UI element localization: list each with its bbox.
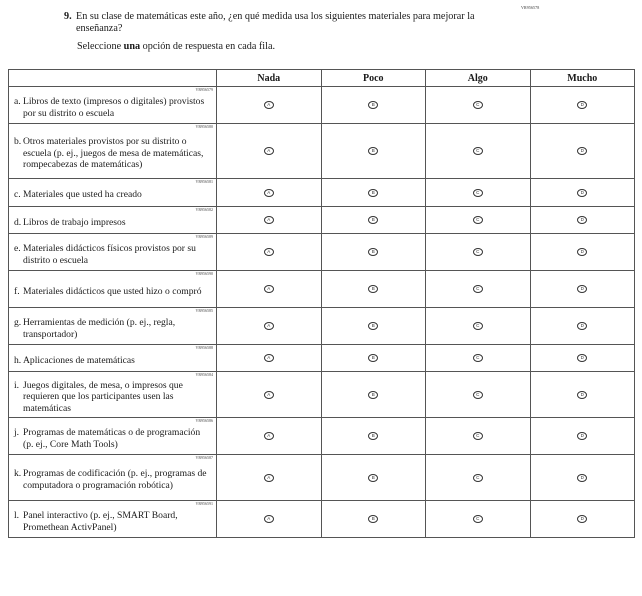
radio-bubble-nada[interactable]: A xyxy=(264,248,274,256)
question-id: VR956578 xyxy=(521,5,540,10)
row-letter: f. xyxy=(14,285,20,297)
option-cell-algo[interactable] xyxy=(426,308,531,345)
radio-bubble-nada[interactable]: A xyxy=(264,189,274,197)
option-cell-poco[interactable] xyxy=(321,124,426,179)
option-cell-algo[interactable] xyxy=(426,372,531,418)
row-text: Herramientas de medición (p. ej., regla, transportador) xyxy=(23,316,176,340)
radio-bubble-algo[interactable]: C xyxy=(473,432,483,440)
radio-bubble-algo[interactable]: C xyxy=(473,354,483,362)
row-letter: g. xyxy=(14,316,22,328)
row-label-cell xyxy=(9,308,217,345)
option-cell-poco[interactable] xyxy=(321,372,426,418)
option-cell-poco[interactable] xyxy=(321,207,426,234)
row-text: Materiales didácticos físicos provistos por su distrito o escuela xyxy=(23,242,196,266)
row-label-cell xyxy=(9,455,217,501)
radio-bubble-poco[interactable]: B xyxy=(368,216,378,224)
radio-bubble-mucho[interactable]: D xyxy=(577,101,587,109)
table-row xyxy=(9,124,635,179)
table-row xyxy=(9,455,635,501)
row-label-cell xyxy=(9,345,217,372)
row-letter: b. xyxy=(14,136,22,148)
row-label-cell xyxy=(9,418,217,455)
row-code: VR956587 xyxy=(195,455,213,460)
option-cell-poco[interactable] xyxy=(321,501,426,538)
radio-bubble-algo[interactable]: C xyxy=(473,285,483,293)
table-row xyxy=(9,271,635,308)
radio-bubble-poco[interactable]: B xyxy=(368,391,378,399)
radio-bubble-mucho[interactable]: D xyxy=(577,515,587,523)
table-row xyxy=(9,179,635,207)
row-code: VR956589 xyxy=(195,234,213,239)
option-cell-algo[interactable] xyxy=(426,124,531,179)
radio-bubble-nada[interactable]: A xyxy=(264,515,274,523)
radio-bubble-algo[interactable]: C xyxy=(473,101,483,109)
table-row xyxy=(9,234,635,271)
radio-bubble-nada[interactable]: A xyxy=(264,216,274,224)
row-code: VR956585 xyxy=(195,308,213,313)
radio-bubble-mucho[interactable]: D xyxy=(577,322,587,330)
row-letter: e. xyxy=(14,242,21,254)
row-text: Libros de texto (impresos o digitales) provistos por su distrito o escuela xyxy=(23,95,205,119)
row-letter: j. xyxy=(14,426,20,438)
option-cell-nada[interactable] xyxy=(217,179,322,207)
radio-bubble-nada[interactable]: A xyxy=(264,432,274,440)
row-label-cell xyxy=(9,234,217,271)
option-cell-mucho[interactable] xyxy=(530,418,635,455)
response-grid xyxy=(8,69,635,538)
row-letter: a. xyxy=(14,95,21,107)
row-text: Programas de codificación (p. ej., programas de computadora o programación robótica) xyxy=(23,468,207,491)
row-label-cell xyxy=(9,501,217,538)
option-cell-nada[interactable] xyxy=(217,418,322,455)
option-cell-nada[interactable] xyxy=(217,455,322,501)
instruction xyxy=(77,41,275,52)
radio-bubble-nada[interactable]: A xyxy=(264,285,274,293)
header-blank xyxy=(9,70,217,87)
instruction-bold: una xyxy=(123,41,141,52)
radio-bubble-nada[interactable]: A xyxy=(264,147,274,155)
instruction-after: opción de respuesta en cada fila. xyxy=(142,41,276,52)
radio-bubble-nada[interactable]: A xyxy=(264,322,274,330)
radio-bubble-mucho[interactable]: D xyxy=(577,216,587,224)
table-row xyxy=(9,372,635,418)
option-cell-algo[interactable] xyxy=(426,271,531,308)
row-label-cell xyxy=(9,124,217,179)
option-cell-mucho[interactable] xyxy=(530,308,635,345)
row-code: VR956591 xyxy=(195,501,213,506)
radio-bubble-nada[interactable]: A xyxy=(264,474,274,482)
option-cell-nada[interactable] xyxy=(217,207,322,234)
radio-bubble-poco[interactable]: B xyxy=(368,322,378,330)
option-cell-nada[interactable] xyxy=(217,501,322,538)
radio-bubble-mucho[interactable]: D xyxy=(577,432,587,440)
option-cell-poco[interactable] xyxy=(321,455,426,501)
radio-bubble-algo[interactable]: C xyxy=(473,147,483,155)
radio-bubble-mucho[interactable]: D xyxy=(577,285,587,293)
radio-bubble-poco[interactable]: B xyxy=(368,285,378,293)
radio-bubble-mucho[interactable]: D xyxy=(577,189,587,197)
option-cell-mucho[interactable] xyxy=(530,271,635,308)
option-cell-algo[interactable] xyxy=(426,179,531,207)
row-code: VR956588 xyxy=(195,345,213,350)
option-cell-nada[interactable] xyxy=(217,87,322,124)
row-label-cell xyxy=(9,179,217,207)
option-cell-mucho[interactable] xyxy=(530,179,635,207)
option-cell-algo[interactable] xyxy=(426,345,531,372)
radio-bubble-mucho[interactable]: D xyxy=(577,474,587,482)
row-label xyxy=(9,503,216,535)
radio-bubble-algo[interactable]: C xyxy=(473,189,483,197)
table-row xyxy=(9,345,635,372)
radio-bubble-mucho[interactable]: D xyxy=(577,354,587,362)
option-cell-nada[interactable] xyxy=(217,124,322,179)
option-cell-mucho[interactable] xyxy=(530,372,635,418)
radio-bubble-poco[interactable]: B xyxy=(368,189,378,197)
table-row xyxy=(9,501,635,538)
question-prompt xyxy=(64,11,504,36)
row-label-cell xyxy=(9,87,217,124)
row-label-cell xyxy=(9,372,217,418)
option-cell-poco[interactable] xyxy=(321,179,426,207)
radio-bubble-algo[interactable]: C xyxy=(473,248,483,256)
option-cell-poco[interactable] xyxy=(321,308,426,345)
option-cell-poco[interactable] xyxy=(321,271,426,308)
row-code: VR956584 xyxy=(195,372,213,377)
option-cell-poco[interactable] xyxy=(321,87,426,124)
row-code: VR956580 xyxy=(195,124,213,129)
radio-bubble-nada[interactable]: A xyxy=(264,354,274,362)
option-cell-mucho[interactable] xyxy=(530,207,635,234)
header-mucho: Mucho xyxy=(530,70,635,87)
option-cell-nada[interactable] xyxy=(217,345,322,372)
radio-bubble-mucho[interactable]: D xyxy=(577,248,587,256)
row-text: Materiales que usted ha creado xyxy=(23,189,142,201)
radio-bubble-nada[interactable]: A xyxy=(264,391,274,399)
row-letter: k. xyxy=(14,468,22,480)
option-cell-algo[interactable] xyxy=(426,418,531,455)
row-label xyxy=(9,236,216,268)
instruction-before: Seleccione xyxy=(77,41,122,52)
row-label xyxy=(9,310,216,342)
option-cell-mucho[interactable] xyxy=(530,234,635,271)
option-cell-poco[interactable] xyxy=(321,418,426,455)
row-text: Libros de trabajo impresos xyxy=(23,216,126,228)
radio-bubble-poco[interactable]: B xyxy=(368,101,378,109)
question-number: 9. xyxy=(64,11,72,22)
row-text: Materiales didácticos que usted hizo o compró xyxy=(23,285,202,297)
header-poco: Poco xyxy=(321,70,426,87)
table-row xyxy=(9,418,635,455)
row-code: VR956581 xyxy=(195,179,213,184)
radio-bubble-algo[interactable]: C xyxy=(473,322,483,330)
row-text: Juegos digitales, de mesa, o impresos que requieren que los participantes usen las matemáticas xyxy=(23,379,183,414)
row-label-cell xyxy=(9,271,217,308)
option-cell-nada[interactable] xyxy=(217,271,322,308)
row-code: VR956579 xyxy=(195,87,213,92)
row-code: VR956586 xyxy=(195,418,213,423)
header-row xyxy=(9,70,635,87)
row-text: Otros materiales provistos por su distrito o escuela (p. ej., juegos de mesa de matemáticas, rompecabezas de matemáticas) xyxy=(23,136,204,171)
row-label xyxy=(9,129,216,173)
option-cell-mucho[interactable] xyxy=(530,501,635,538)
radio-bubble-nada[interactable]: A xyxy=(264,101,274,109)
row-label-cell xyxy=(9,207,217,234)
row-code: VR956590 xyxy=(195,271,213,276)
header-nada: Nada xyxy=(217,70,322,87)
row-text: Aplicaciones de matemáticas xyxy=(23,354,135,366)
row-label xyxy=(9,420,216,452)
radio-bubble-poco[interactable]: B xyxy=(368,354,378,362)
question-text: En su clase de matemáticas este año, ¿en qué medida usa los siguientes materiales para mejorar la enseñanza? xyxy=(76,11,475,35)
option-cell-mucho[interactable] xyxy=(530,345,635,372)
radio-bubble-poco[interactable]: B xyxy=(368,147,378,155)
option-cell-algo[interactable] xyxy=(426,455,531,501)
option-cell-mucho[interactable] xyxy=(530,124,635,179)
row-text: Programas de matemáticas o de programación (p. ej., Core Math Tools) xyxy=(23,426,201,450)
radio-bubble-algo[interactable]: C xyxy=(473,474,483,482)
option-cell-poco[interactable] xyxy=(321,345,426,372)
table-row xyxy=(9,207,635,234)
row-label xyxy=(9,279,216,300)
row-label xyxy=(9,373,216,417)
radio-bubble-mucho[interactable]: D xyxy=(577,391,587,399)
row-letter: i. xyxy=(14,379,20,391)
radio-bubble-mucho[interactable]: D xyxy=(577,147,587,155)
row-text: Panel interactivo (p. ej., SMART Board, Promethean ActivPanel) xyxy=(23,509,178,533)
radio-bubble-algo[interactable]: C xyxy=(473,515,483,523)
row-label xyxy=(9,89,216,121)
radio-bubble-algo[interactable]: C xyxy=(473,391,483,399)
radio-bubble-poco[interactable]: B xyxy=(368,432,378,440)
option-cell-algo[interactable] xyxy=(426,501,531,538)
row-letter: c. xyxy=(14,189,21,201)
radio-bubble-algo[interactable]: C xyxy=(473,216,483,224)
option-cell-nada[interactable] xyxy=(217,234,322,271)
table-row xyxy=(9,308,635,345)
row-letter: h. xyxy=(14,354,22,366)
option-cell-nada[interactable] xyxy=(217,308,322,345)
row-code: VR956582 xyxy=(195,207,213,212)
radio-bubble-poco[interactable]: B xyxy=(368,515,378,523)
row-label xyxy=(9,461,216,493)
option-cell-poco[interactable] xyxy=(321,234,426,271)
option-cell-algo[interactable] xyxy=(426,87,531,124)
radio-bubble-poco[interactable]: B xyxy=(368,474,378,482)
option-cell-nada[interactable] xyxy=(217,372,322,418)
option-cell-mucho[interactable] xyxy=(530,87,635,124)
row-letter: d. xyxy=(14,216,22,228)
radio-bubble-poco[interactable]: B xyxy=(368,248,378,256)
row-letter: l. xyxy=(14,509,20,521)
option-cell-algo[interactable] xyxy=(426,234,531,271)
header-algo: Algo xyxy=(426,70,531,87)
option-cell-algo[interactable] xyxy=(426,207,531,234)
table-row xyxy=(9,87,635,124)
option-cell-mucho[interactable] xyxy=(530,455,635,501)
